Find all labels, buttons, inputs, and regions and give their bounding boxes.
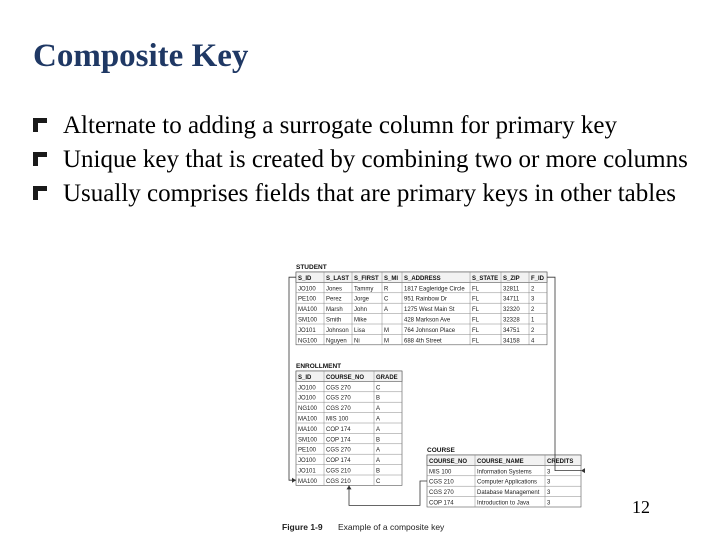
student-table-cell: 32811 [503,286,520,293]
enrollment-table-cell: JO100 [298,385,316,392]
student-table-cell: 32328 [503,317,520,324]
course-table-title: COURSE [427,447,455,454]
student-table-cell: 2 [531,327,535,334]
student-table-cell: FL [472,307,480,314]
student-table-cell: FL [472,286,480,293]
student-table-cell: 4 [531,338,535,345]
student-table-column-header: S_ADDRESS [404,275,441,282]
student-course-connector [547,277,581,470]
student-table-cell: 34158 [503,338,520,345]
enrollment-table-cell: NG100 [298,406,318,413]
student-table-column-header: S_FIRST [354,275,379,282]
slide-title: Composite Key [33,38,249,74]
enrollment-table-cell: A [376,426,381,433]
student-table-cell: 951 Rainbow Dr [404,296,448,303]
enrollment-table-column-header: COURSE_NO [326,374,365,381]
course-table-cell: 3 [547,469,551,476]
student-table-column-header: S_STATE [472,275,499,282]
arrow-head-icon [292,478,296,483]
student-table-column-header: S_MI [384,275,399,282]
course-table-cell: Computer Applications [477,479,538,486]
student-table-cell: John [354,307,368,314]
figure-caption-label: Figure 1-9 [282,522,323,532]
enrollment-table-cell: CGS 270 [326,406,351,413]
student-table-cell: 1 [531,317,535,324]
enrollment-table-cell: COP 174 [326,458,351,465]
student-table-cell: Lisa [354,327,366,334]
enrollment-table-cell: C [376,478,381,485]
enrollment-table-cell: CGS 210 [326,478,351,485]
bullet-text: Alternate to adding a surrogate column for primary key [63,112,617,139]
student-table-cell: Nguyen [326,338,347,345]
course-table-cell: CGS 270 [429,490,454,497]
enrollment-table-cell: PE100 [298,447,317,454]
student-table-cell: Mike [354,317,367,324]
enrollment-table-cell: COP 174 [326,437,351,444]
student-table-cell: Tammy [354,286,374,293]
student-table-cell: 764 Johnson Place [404,327,456,334]
course-table-cell: Database Management [477,490,540,497]
student-table-cell: 688 4th Street [404,338,442,345]
student-table-cell: Smith [326,317,342,324]
enrollment-table-column-header: S_ID [298,374,312,381]
student-table-cell: 2 [531,286,535,293]
page-number: 12 [632,497,650,517]
enrollment-table-cell: JO100 [298,395,316,402]
student-table-cell: NG100 [298,338,318,345]
student-table-cell: FL [472,317,480,324]
arrow-head-icon [347,485,352,489]
student-table-cell: C [384,296,389,303]
student-table-cell: Jorge [354,296,370,303]
student-enrollment-connector [289,277,296,480]
student-table-cell: A [384,307,389,314]
student-table-cell: M [384,327,389,334]
student-table-cell: FL [472,296,480,303]
student-table-column-header: F_ID [531,275,545,282]
student-table-cell: Jones [326,286,343,293]
enrollment-table-cell: MIS 100 [326,416,349,423]
course-table-cell: Introduction to Java [477,500,530,507]
student-table-cell: M [384,338,389,345]
student-table-cell: FL [472,327,480,334]
course-table-column-header: COURSE_NAME [477,458,524,465]
enrollment-table-cell: CGS 270 [326,447,351,454]
enrollment-table-cell: CGS 210 [326,468,351,475]
student-table-cell: Ni [354,338,360,345]
student-table-cell: FL [472,338,480,345]
enrollment-table-cell: C [376,385,381,392]
arrow-head-icon [581,468,585,473]
course-table-cell: Information Systems [477,469,532,476]
enrollment-table-cell: CGS 270 [326,395,351,402]
student-table-cell: 32320 [503,307,520,314]
enrollment-table-cell: A [376,447,381,454]
student-table-cell: Johnson [326,327,349,334]
student-table-cell: Marsh [326,307,343,314]
student-table-cell: 428 Markson Ave [404,317,451,324]
enrollment-table-cell: A [376,416,381,423]
enrollment-table-cell: B [376,395,381,402]
bullet-text: Unique key that is created by combining two or more columns [63,146,688,173]
course-table-column-header: COURSE_NO [429,458,468,465]
course-table-cell: 3 [547,500,551,507]
enrollment-table-column-header: GRADE [376,374,398,381]
student-table-column-header: S_LAST [326,275,350,282]
student-table-cell: 34711 [503,296,520,303]
student-table-cell: R [384,286,389,293]
enrollment-table-cell: COP 174 [326,426,351,433]
student-table-cell: 1817 Eagleridge Circle [404,286,465,293]
student-table-cell: SM100 [298,317,318,324]
enrollment-table-cell: B [376,437,381,444]
student-table-cell: PE100 [298,296,317,303]
enrollment-table-cell: MA100 [298,426,318,433]
student-table-column-header: S_ID [298,275,312,282]
course-table-column-header: CREDITS [547,458,574,465]
course-table-cell: COP 174 [429,500,454,507]
student-table-cell: JO100 [298,286,316,293]
enrollment-table-cell: JO100 [298,458,316,465]
enrollment-table-cell: CGS 270 [326,385,351,392]
enrollment-table-cell: JO101 [298,468,316,475]
course-table-cell: MIS 100 [429,469,452,476]
enrollment-table-title: ENROLLMENT [296,363,342,370]
course-table-cell: CGS 210 [429,479,454,486]
figure-caption-text: Example of a composite key [338,522,445,532]
student-table-cell: 1275 West Main St [404,307,455,314]
student-table-cell: Perez [326,296,342,303]
student-table-cell: 3 [531,296,535,303]
enrollment-table-cell: A [376,406,381,413]
course-table-cell: 3 [547,479,551,486]
student-table-title: STUDENT [296,264,327,271]
student-table-cell: 2 [531,307,535,314]
enrollment-table-cell: SM100 [298,437,318,444]
student-table-cell: 34751 [503,327,520,334]
enrollment-table-cell: MA100 [298,478,318,485]
enrollment-table-cell: B [376,468,381,475]
enrollment-table-cell: MA100 [298,416,318,423]
bullet-text: Usually comprises fields that are primary keys in other tables [63,180,677,207]
course-table-cell: 3 [547,490,551,497]
enrollment-table-cell: A [376,458,381,465]
student-table-cell: JO101 [298,327,316,334]
student-table-column-header: S_ZIP [503,275,520,282]
student-table-cell: MA100 [298,307,318,314]
